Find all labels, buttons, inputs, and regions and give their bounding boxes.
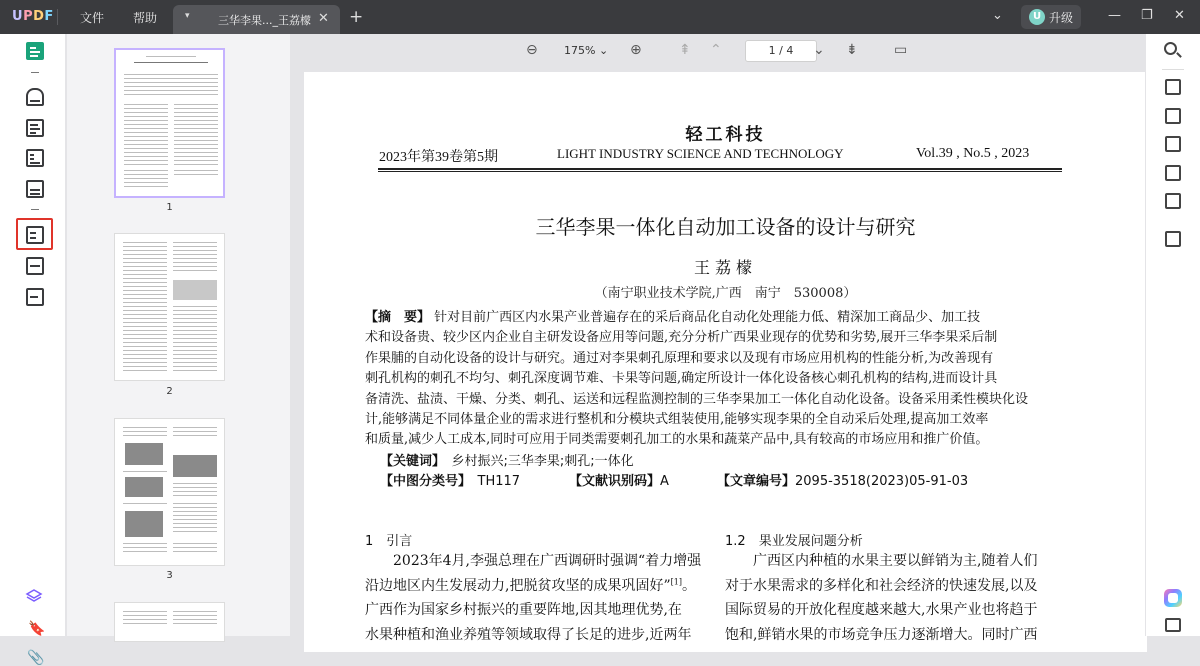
thumbnail-label-2: 2: [166, 386, 173, 397]
section-number: 1.2: [725, 534, 746, 549]
page-tools-icon[interactable]: [26, 288, 44, 306]
zoom-select[interactable]: [564, 44, 608, 57]
minimize-icon[interactable]: —: [1108, 8, 1121, 23]
form-icon[interactable]: [26, 149, 44, 167]
app-logo: UPDF: [12, 9, 54, 24]
pdf-page: [304, 72, 1147, 652]
abstract-line: 作果脯的自动化设备的设计与研究。通过对李果刺孔原理和要求以及现有市场应用机构的性能分析,为改善现有: [365, 350, 994, 366]
comment-icon[interactable]: [26, 88, 44, 106]
page-thumbnail-2[interactable]: [114, 233, 225, 381]
first-page-icon[interactable]: ⇞: [679, 42, 691, 58]
body-line: 饱和,鲜销水果的市场竞争压力逐渐增大。同时广西: [725, 626, 1038, 643]
new-tab-button[interactable]: +: [349, 7, 364, 27]
page-thumbnail-3[interactable]: [114, 418, 225, 566]
tool-divider: [31, 72, 39, 73]
convert-icon[interactable]: [1165, 108, 1181, 124]
abstract-line: 备清洗、盐渍、干燥、分类、刺孔、运送和远程监测控制的三华李果加工一体化自动化设备。设备采用柔性模块化设: [365, 391, 1029, 407]
page-thumbnail-4[interactable]: [114, 602, 225, 642]
article-no-line: [717, 470, 968, 489]
body-line: 国际贸易的开放化程度越来越大,水果产业也将趋于: [725, 602, 1038, 618]
body-line: [365, 575, 710, 600]
author-name: 王荔檬: [693, 258, 757, 277]
menu-help[interactable]: 帮助: [133, 11, 158, 25]
doc-code-label: 【文献识别码】: [569, 474, 661, 489]
section-number: 1: [365, 534, 374, 549]
close-window-icon[interactable]: ✕: [1174, 8, 1185, 23]
document-viewer: [290, 34, 1145, 643]
layers-icon[interactable]: [26, 588, 42, 602]
viewer-toolbar: [290, 34, 1145, 70]
upgrade-button[interactable]: [1021, 5, 1081, 29]
comments-panel-icon[interactable]: [1165, 618, 1181, 632]
body-line: 2023年4月,李强总理在广西调研时强调“着力增强: [365, 553, 702, 569]
right-tool-sidebar: [1145, 34, 1200, 636]
body-line: 广西区内种植的水果主要以鲜销为主,随着人们: [725, 553, 1038, 569]
avatar: U: [1029, 9, 1045, 25]
header-rule: [378, 168, 1062, 170]
document-tab[interactable]: [173, 5, 340, 34]
prev-page-icon[interactable]: ⌃: [710, 42, 722, 58]
abstract-line: 术和设备贵、较少区内企业自主研发设备应用等问题,充分分析广西果业现存的优势和劣势,展开三华李果采后制: [365, 330, 998, 346]
attachment-icon[interactable]: 📎: [27, 650, 45, 666]
clc-line: [380, 470, 520, 489]
zoom-value: 175%: [564, 44, 596, 57]
account-dropdown-icon[interactable]: ⌄: [992, 8, 1003, 23]
section-heading-fruit: [725, 530, 863, 549]
tab-close-icon[interactable]: ✕: [318, 11, 329, 26]
crop-icon[interactable]: [26, 257, 44, 275]
restore-icon[interactable]: ❐: [1141, 8, 1153, 23]
edit-pdf-icon[interactable]: [26, 119, 44, 137]
zoom-in-icon[interactable]: ⊕: [630, 42, 642, 58]
share-icon[interactable]: [1165, 165, 1181, 181]
header-rule: [378, 171, 1062, 172]
volume-info: Vol.39 , No.5 , 2023: [916, 146, 1030, 161]
abstract-line: 和质量,减少人工成本,同时可应用于同类需要刺孔加工的水果和蔬菜产品中,具有较高的市场应用和推广价值。: [365, 432, 989, 448]
title-bar: [0, 0, 1200, 34]
left-tool-sidebar: [0, 34, 66, 666]
next-page-icon[interactable]: ⌄: [813, 42, 825, 58]
abstract-line: 刺孔机构的刺孔不均匀、刺孔深度调节难、卡果等问题,确定所设计一体化设备核心刺孔机构的结构,进而设计具: [365, 371, 998, 387]
section-title: 引言: [386, 534, 413, 549]
right-column-text: [725, 550, 1070, 648]
tab-title: 三华李果..._王荔檬: [218, 14, 311, 27]
presentation-icon[interactable]: ▭: [894, 42, 908, 58]
article-title: 三华李果一体化自动加工设备的设计与研究: [535, 215, 916, 239]
bookmark-icon[interactable]: 🔖: [28, 621, 46, 637]
protect-icon[interactable]: [1165, 136, 1181, 152]
doc-code-line: [569, 470, 669, 489]
keywords-label: 【关键词】: [380, 454, 439, 469]
thumbnail-label-3: 3: [166, 570, 173, 581]
doc-code-value: A: [660, 474, 669, 489]
abstract-label: 【摘 要】: [365, 310, 431, 325]
save-icon[interactable]: [1165, 231, 1181, 247]
article-no-label: 【文章编号】: [717, 474, 796, 489]
author-affiliation: （南宁职业技术学院,广西 南宁 530008）: [594, 286, 857, 301]
left-column-text: [365, 550, 710, 648]
abstract-line: [365, 306, 1065, 326]
menu-file[interactable]: 文件: [80, 11, 105, 25]
journal-name: 轻工科技: [685, 125, 766, 145]
article-no-value: 2095-3518(2023)05-91-03: [795, 474, 969, 489]
search-icon[interactable]: [1164, 42, 1177, 55]
tab-caret-icon[interactable]: ▾: [185, 11, 190, 21]
clc-value: TH117: [477, 474, 521, 489]
page-thumbnail-1[interactable]: [114, 48, 225, 198]
abstract-line: 计,能够满足不同体量企业的需求进行整机和分模块式组装使用,能够实现李果的全自动采后处理,提高加工效率: [365, 411, 989, 427]
issue-info: 2023年第39卷第5期: [379, 150, 498, 165]
email-icon[interactable]: [1165, 193, 1181, 209]
body-line-tail: 。: [681, 577, 696, 594]
keywords-line: [380, 450, 634, 469]
body-line-text: 沿边地区内生发展动力,把脱贫攻坚的成果巩固好”: [365, 577, 671, 594]
abstract: [365, 306, 1065, 449]
upgrade-label: 升级: [1049, 11, 1074, 25]
clc-label: 【中图分类号】: [380, 474, 465, 489]
body-line: 广西作为国家乡村振兴的重要阵地,因其地理优势,在: [365, 602, 682, 618]
thumbnail-panel: [67, 34, 290, 636]
keywords-value: 乡村振兴;三华李果;刺孔;一体化: [451, 454, 634, 469]
ocr-icon[interactable]: [1165, 79, 1181, 95]
tool-divider: [31, 209, 39, 210]
zoom-caret-icon: ⌄: [598, 44, 609, 57]
section-heading-intro: [365, 530, 412, 549]
reader-mode-icon[interactable]: [26, 42, 44, 60]
abstract-text: 针对目前广西区内水果产业普遍存在的采后商品化自动化处理能力低、精深加工商品少、加工技: [434, 310, 981, 325]
organize-pages-icon[interactable]: [26, 226, 44, 244]
ai-assistant-icon[interactable]: [1164, 589, 1182, 607]
journal-english-name: LIGHT INDUSTRY SCIENCE AND TECHNOLOGY: [557, 146, 844, 161]
title-divider: [57, 9, 58, 25]
right-divider: [1162, 69, 1184, 70]
section-title: 果业发展问题分析: [758, 534, 863, 549]
zoom-out-icon[interactable]: ⊖: [526, 42, 538, 58]
page-number-input[interactable]: 1 / 4: [745, 40, 817, 62]
fill-sign-icon[interactable]: [26, 180, 44, 198]
body-line: 水果种植和渔业养殖等领域取得了长足的进步,近两年: [365, 626, 692, 643]
thumbnail-label-1: 1: [166, 202, 173, 213]
body-line: 对于水果需求的多样化和社会经济的快速发展,以及: [725, 577, 1038, 594]
last-page-icon[interactable]: ⇟: [846, 42, 858, 58]
citation-mark[interactable]: [1]: [670, 576, 682, 586]
